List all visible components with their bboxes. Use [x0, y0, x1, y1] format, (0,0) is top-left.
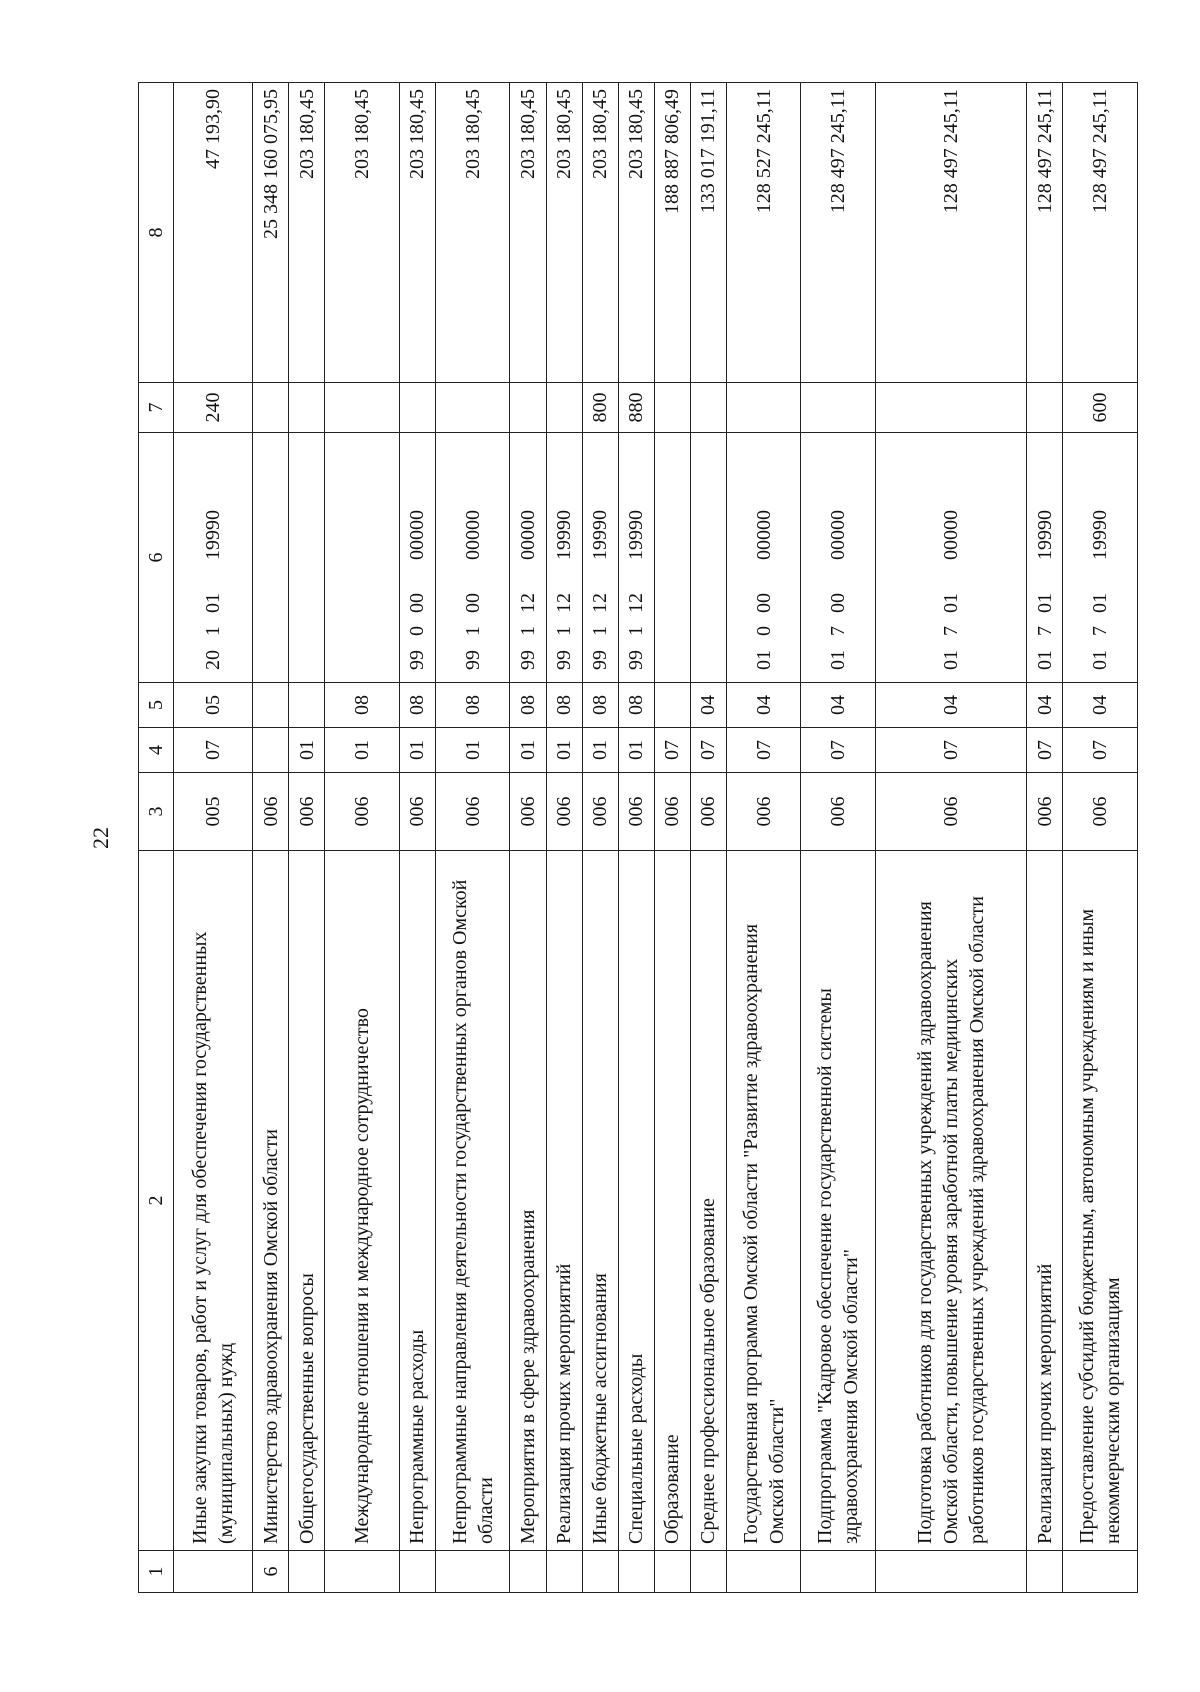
page-number: 22	[88, 827, 113, 849]
table-row	[876, 83, 1027, 1593]
cell-col-7: 800	[582, 383, 618, 433]
cell-col-3: 006	[289, 773, 325, 851]
header-col-8: 8	[139, 83, 174, 383]
code-segment: 1	[589, 626, 612, 636]
code-segment: 0	[406, 626, 429, 636]
cell-col-4: 07	[876, 728, 1027, 773]
code-segment: 01	[202, 593, 224, 613]
cell-col-2: Мероприятия в сфере здравоохранения	[510, 851, 546, 1551]
header-col-2: 2	[139, 851, 174, 1551]
cell-col-7: 880	[618, 383, 654, 433]
code-segment: 19990	[625, 510, 648, 560]
cell-col-8: 203 180,45	[399, 83, 435, 383]
cell-col-6	[510, 433, 546, 683]
cell-col-5: 04	[1027, 683, 1063, 728]
code-segment: 00	[406, 593, 429, 613]
cell-col-4: 07	[726, 728, 801, 773]
code-segment: 99	[406, 650, 429, 670]
rotated-page	[88, 83, 1138, 1593]
code-segment: 1	[625, 626, 648, 636]
cell-col-3: 006	[726, 773, 801, 851]
code-segment: 01	[1089, 650, 1112, 670]
header-row	[139, 83, 174, 1593]
cell-col-7	[654, 383, 690, 433]
header-col-6: 6	[139, 433, 174, 683]
cell-col-2: Иные бюджетные ассигнования	[582, 851, 618, 1551]
cell-col-4: 07	[801, 728, 876, 773]
cell-col-5	[253, 683, 289, 728]
cell-col-3: 006	[582, 773, 618, 851]
cell-col-5: 08	[546, 683, 582, 728]
cell-col-8: 128 497 245,11	[1027, 83, 1063, 383]
cell-col-7	[726, 383, 801, 433]
cell-col-3: 006	[876, 773, 1027, 851]
code-segment: 01	[1089, 593, 1112, 613]
cell-col-6	[876, 433, 1027, 683]
code-segment: 00	[461, 593, 484, 613]
cell-col-1	[289, 1551, 325, 1593]
cell-col-5: 08	[435, 683, 510, 728]
cell-col-6	[399, 433, 435, 683]
cell-col-3: 006	[1027, 773, 1063, 851]
cell-col-2: Иные закупки товаров, работ и услуг для обеспечения государственных (муниципальных) нужд	[173, 851, 252, 1551]
cell-col-5: 08	[618, 683, 654, 728]
cell-col-5: 08	[510, 683, 546, 728]
cell-col-7	[289, 383, 325, 433]
cell-col-1	[1063, 1551, 1138, 1593]
cell-col-6	[435, 433, 510, 683]
code-segment: 19990	[1033, 510, 1056, 560]
code-segment: 19990	[202, 510, 224, 560]
cell-col-5	[654, 683, 690, 728]
table-row	[325, 83, 400, 1593]
cell-col-3: 006	[253, 773, 289, 851]
cell-col-5: 04	[1063, 683, 1138, 728]
cell-col-1	[654, 1551, 690, 1593]
code-segment: 99	[589, 650, 612, 670]
cell-col-3: 006	[435, 773, 510, 851]
cell-col-7: 240	[173, 383, 252, 433]
code-segment: 19990	[589, 510, 612, 560]
table-row	[618, 83, 654, 1593]
code-segment: 00	[752, 593, 775, 613]
cell-col-2: Подготовка работников для государственных учреждений здравоохранения Омской области, повышение уровня заработной платы медицинских работников государственных учреждений здравоохранения Омской области	[876, 851, 1027, 1551]
cell-col-7	[801, 383, 876, 433]
header-col-1: 1	[139, 1551, 174, 1593]
cell-col-7	[399, 383, 435, 433]
cell-col-7	[690, 383, 726, 433]
cell-col-1	[1027, 1551, 1063, 1593]
cell-col-6	[546, 433, 582, 683]
cell-col-5: 04	[726, 683, 801, 728]
cell-col-4	[253, 728, 289, 773]
cell-col-7	[325, 383, 400, 433]
code-segment: 12	[516, 593, 539, 613]
code-segment: 00	[827, 593, 850, 613]
cell-col-1	[546, 1551, 582, 1593]
cell-col-6	[618, 433, 654, 683]
cell-col-8: 203 180,45	[289, 83, 325, 383]
code-segment: 00000	[406, 510, 429, 560]
cell-col-6	[726, 433, 801, 683]
cell-col-4: 01	[582, 728, 618, 773]
code-segment: 12	[589, 593, 612, 613]
cell-col-5: 05	[173, 683, 252, 728]
code-segment: 1	[516, 626, 539, 636]
cell-col-2: Государственная программа Омской области "Развитие здравоохранения Омской области"	[726, 851, 801, 1551]
cell-col-1	[801, 1551, 876, 1593]
cell-col-3: 006	[399, 773, 435, 851]
cell-col-5: 04	[876, 683, 1027, 728]
code-segment: 7	[827, 626, 850, 636]
cell-col-4: 07	[690, 728, 726, 773]
table-row	[253, 83, 289, 1593]
header-col-5: 5	[139, 683, 174, 728]
code-segment: 01	[1033, 593, 1056, 613]
code-segment: 00000	[461, 510, 484, 560]
cell-col-4: 07	[1027, 728, 1063, 773]
code-segment: 12	[625, 593, 648, 613]
cell-col-8: 25 348 160 075,95	[253, 83, 289, 383]
cell-col-3: 005	[173, 773, 252, 851]
cell-col-2: Реализация прочих мероприятий	[546, 851, 582, 1551]
cell-col-4: 01	[399, 728, 435, 773]
cell-col-2: Предоставление субсидий бюджетным, автономным учреждениям и иным некоммерческим организациям	[1063, 851, 1138, 1551]
cell-col-5: 08	[582, 683, 618, 728]
cell-col-7	[1027, 383, 1063, 433]
cell-col-5: 04	[690, 683, 726, 728]
code-segment: 00000	[752, 510, 775, 560]
code-segment: 99	[461, 650, 484, 670]
table-row	[726, 83, 801, 1593]
table-row	[801, 83, 876, 1593]
budget-table	[138, 82, 1138, 1593]
code-segment: 7	[1033, 626, 1056, 636]
cell-col-4: 01	[435, 728, 510, 773]
cell-col-3: 006	[618, 773, 654, 851]
cell-col-7	[253, 383, 289, 433]
cell-col-8: 47 193,90	[173, 83, 252, 383]
cell-col-5	[289, 683, 325, 728]
cell-col-5: 08	[325, 683, 400, 728]
cell-col-4: 07	[654, 728, 690, 773]
table-row	[1027, 83, 1063, 1593]
cell-col-1	[510, 1551, 546, 1593]
code-segment: 01	[752, 650, 775, 670]
cell-col-8: 188 887 806,49	[654, 83, 690, 383]
code-segment: 1	[202, 626, 224, 636]
cell-col-2: Специальные расходы	[618, 851, 654, 1551]
code-segment: 12	[553, 593, 576, 613]
cell-col-2: Общегосударственные вопросы	[289, 851, 325, 1551]
code-segment: 01	[940, 593, 963, 613]
cell-col-2: Непрограммные направления деятельности государственных органов Омской области	[435, 851, 510, 1551]
cell-col-5: 04	[801, 683, 876, 728]
cell-col-3: 006	[690, 773, 726, 851]
cell-col-1	[726, 1551, 801, 1593]
cell-col-1	[876, 1551, 1027, 1593]
code-segment: 1	[461, 626, 484, 636]
code-segment: 01	[1033, 650, 1056, 670]
cell-col-2: Образование	[654, 851, 690, 1551]
cell-col-3: 006	[325, 773, 400, 851]
cell-col-8: 128 527 245,11	[726, 83, 801, 383]
cell-col-3: 006	[546, 773, 582, 851]
cell-col-8: 203 180,45	[325, 83, 400, 383]
cell-col-4: 01	[618, 728, 654, 773]
table-row	[690, 83, 726, 1593]
header-col-4: 4	[139, 728, 174, 773]
code-segment: 7	[1089, 626, 1112, 636]
table-row	[510, 83, 546, 1593]
cell-col-8: 128 497 245,11	[801, 83, 876, 383]
cell-col-8: 203 180,45	[546, 83, 582, 383]
table-row	[173, 83, 252, 1593]
cell-col-8: 133 017 191,11	[690, 83, 726, 383]
code-segment: 20	[202, 650, 224, 670]
code-segment: 00000	[827, 510, 850, 560]
cell-col-3: 006	[1063, 773, 1138, 851]
cell-col-7	[876, 383, 1027, 433]
header-col-7: 7	[139, 383, 174, 433]
table-row	[435, 83, 510, 1593]
cell-col-1	[582, 1551, 618, 1593]
cell-col-1	[399, 1551, 435, 1593]
cell-col-3: 006	[801, 773, 876, 851]
code-segment: 01	[940, 650, 963, 670]
code-segment: 19990	[553, 510, 576, 560]
cell-col-1	[618, 1551, 654, 1593]
code-segment: 19990	[1089, 510, 1112, 560]
cell-col-1	[325, 1551, 400, 1593]
cell-col-6	[690, 433, 726, 683]
code-segment: 99	[516, 650, 539, 670]
table-row	[582, 83, 618, 1593]
table-row	[1063, 83, 1138, 1593]
cell-col-2: Непрограммные расходы	[399, 851, 435, 1551]
cell-col-2: Реализация прочих мероприятий	[1027, 851, 1063, 1551]
cell-col-1	[435, 1551, 510, 1593]
cell-col-8: 203 180,45	[582, 83, 618, 383]
cell-col-4: 01	[546, 728, 582, 773]
cell-col-1	[690, 1551, 726, 1593]
cell-col-2: Подпрограмма "Кадровое обеспечение государственной системы здравоохранения Омской области"	[801, 851, 876, 1551]
table-row	[289, 83, 325, 1593]
cell-col-8: 128 497 245,11	[1063, 83, 1138, 383]
cell-col-6	[801, 433, 876, 683]
table-row	[546, 83, 582, 1593]
cell-col-3: 006	[510, 773, 546, 851]
cell-col-1	[173, 1551, 252, 1593]
code-segment: 0	[752, 626, 775, 636]
cell-col-7	[510, 383, 546, 433]
cell-col-4: 01	[289, 728, 325, 773]
table-row	[399, 83, 435, 1593]
code-segment: 1	[553, 626, 576, 636]
cell-col-6	[1027, 433, 1063, 683]
cell-col-4: 01	[325, 728, 400, 773]
cell-col-4: 01	[510, 728, 546, 773]
code-segment: 01	[827, 650, 850, 670]
cell-col-8: 203 180,45	[618, 83, 654, 383]
table-row	[654, 83, 690, 1593]
cell-col-8: 203 180,45	[510, 83, 546, 383]
cell-col-7	[546, 383, 582, 433]
header-col-3: 3	[139, 773, 174, 851]
cell-col-2: Международные отношения и международное сотрудничество	[325, 851, 400, 1551]
cell-col-6	[325, 433, 400, 683]
cell-col-8: 203 180,45	[435, 83, 510, 383]
code-segment: 00000	[940, 510, 963, 560]
cell-col-6	[582, 433, 618, 683]
code-segment: 99	[625, 650, 648, 670]
cell-col-3: 006	[654, 773, 690, 851]
code-segment: 7	[940, 626, 963, 636]
cell-col-1: 6	[253, 1551, 289, 1593]
cell-col-5: 08	[399, 683, 435, 728]
cell-col-7	[435, 383, 510, 433]
code-segment: 99	[553, 650, 576, 670]
cell-col-6	[253, 433, 289, 683]
cell-col-4: 07	[1063, 728, 1138, 773]
cell-col-8: 128 497 245,11	[876, 83, 1027, 383]
code-segment: 00000	[516, 510, 539, 560]
cell-col-6	[173, 433, 252, 683]
cell-col-2: Среднее профессиональное образование	[690, 851, 726, 1551]
cell-col-6	[1063, 433, 1138, 683]
cell-col-2: Министерство здравоохранения Омской области	[253, 851, 289, 1551]
cell-col-6	[289, 433, 325, 683]
cell-col-7: 600	[1063, 383, 1138, 433]
cell-col-4: 07	[173, 728, 252, 773]
cell-col-6	[654, 433, 690, 683]
